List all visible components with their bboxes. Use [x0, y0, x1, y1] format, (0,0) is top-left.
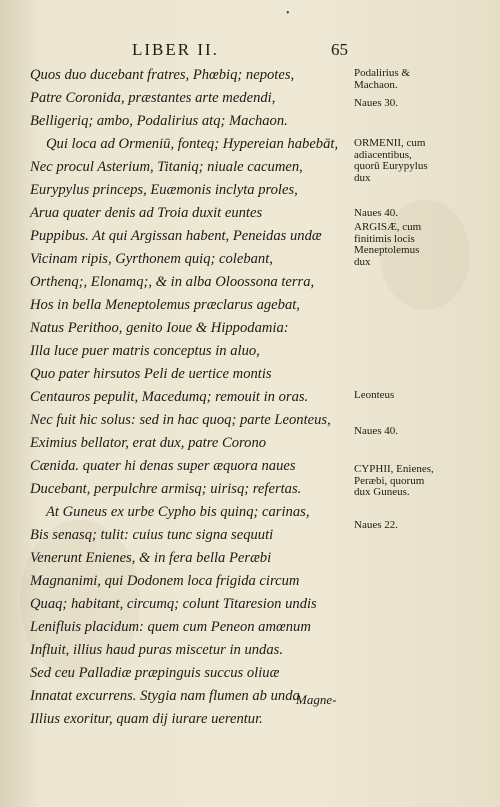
verse-line: Illa luce puer matris conceptus in aluo, [30, 343, 260, 359]
verse-line: Lenifluis placidum: quem cum Peneon amœnum [30, 619, 311, 635]
verse-line: Bis senasq; tulit: cuius tunc signa sequuti [30, 527, 274, 543]
verse-line: Eurypylus princeps, Euæmonis inclyta proles, [30, 182, 298, 198]
margin-note: Naues 30. [354, 97, 398, 109]
verse-line: Patre Coronida, præstantes arte medendi, [30, 90, 276, 106]
margin-note: CYPHII, Enienes, Peræbi, quorum dux Guneus. [354, 463, 434, 498]
margin-note: Naues 22. [354, 519, 398, 531]
margin-note: ARGISÆ, cum finitimis locis Meneptolemus dux [354, 221, 422, 268]
verse-line: Nec procul Asterium, Titaniq; niuale cacumen, [30, 159, 303, 175]
verse-line: Belligeriq; ambo, Podalirius atq; Machaon. [30, 113, 288, 129]
verse-line: Quos duo ducebant fratres, Phœbiq; nepotes, [30, 67, 295, 83]
margin-note: Naues 40. [354, 425, 398, 437]
verse-line: Hos in bella Meneptolemus præclarus agebat, [30, 297, 300, 313]
verse-line: Ducebant, perpulchre armisq; uirisq; refertas. [30, 481, 302, 497]
margin-note: Leonteus [354, 389, 395, 401]
verse-line: Centauros pepulit, Macedumq; remouit in oras. [30, 389, 309, 405]
verse-line: Orthenq;, Elonamq;, & in alba Oloossona terra, [30, 274, 315, 290]
running-title: LIBER II. [132, 40, 219, 59]
verse-line: Illius exoritur, quam dij iurare uerentur. [30, 711, 263, 727]
verse-line: Cænida. quater hi denas super æquora naues [30, 458, 296, 474]
catchword: Magne- [296, 692, 337, 707]
verse-line: Qui loca ad Ormeniū, fonteq; Hypereian habebāt, [46, 136, 339, 152]
verse-line: At Guneus ex urbe Cypho bis quinq; carinas, [46, 504, 310, 520]
verse-line: Natus Perithoo, genito Ioue & Hippodamia: [30, 320, 289, 336]
verse-line: Innatat excurrens. Stygia nam flumen ab unda [30, 688, 300, 704]
margin-note: Podalirius & Machaon. [354, 67, 410, 91]
ink-mark: • [286, 8, 290, 19]
verse-line: Venerunt Enienes, & in fera bella Peræbi [30, 550, 272, 566]
verse-line: Quo pater hirsutos Peli de uertice montis [30, 366, 272, 382]
verse-line: Eximius bellator, erat dux, patre Corono [30, 435, 267, 451]
verse-line: Influit, illius haud puras miscetur in undas. [30, 642, 283, 658]
margin-note: Naues 40. [354, 207, 398, 219]
verse-line: Magnanimi, qui Dodonem loca frigida circum [30, 573, 300, 589]
verse-line: Nec fuit hic solus: sed in hac quoq; parte Leonteus, [30, 412, 331, 428]
verse-line: Puppibus. At qui Argissan habent, Peneidas undæ [30, 228, 322, 244]
margin-note: ORMENII, cum adiacentibus, quorū Eurypylus dux [354, 137, 428, 184]
verse-line: Quaq; habitant, circumq; colunt Titaresion undis [30, 596, 317, 612]
verse-line: Arua quater denis ad Troia duxit euntes [30, 205, 263, 221]
verse-line: Sed ceu Palladiæ præpinguis succus oliuæ [30, 665, 280, 681]
page-number: 65 [331, 40, 348, 59]
verse-line: Vicinam ripis, Gyrthonem quiq; colebant, [30, 251, 273, 267]
